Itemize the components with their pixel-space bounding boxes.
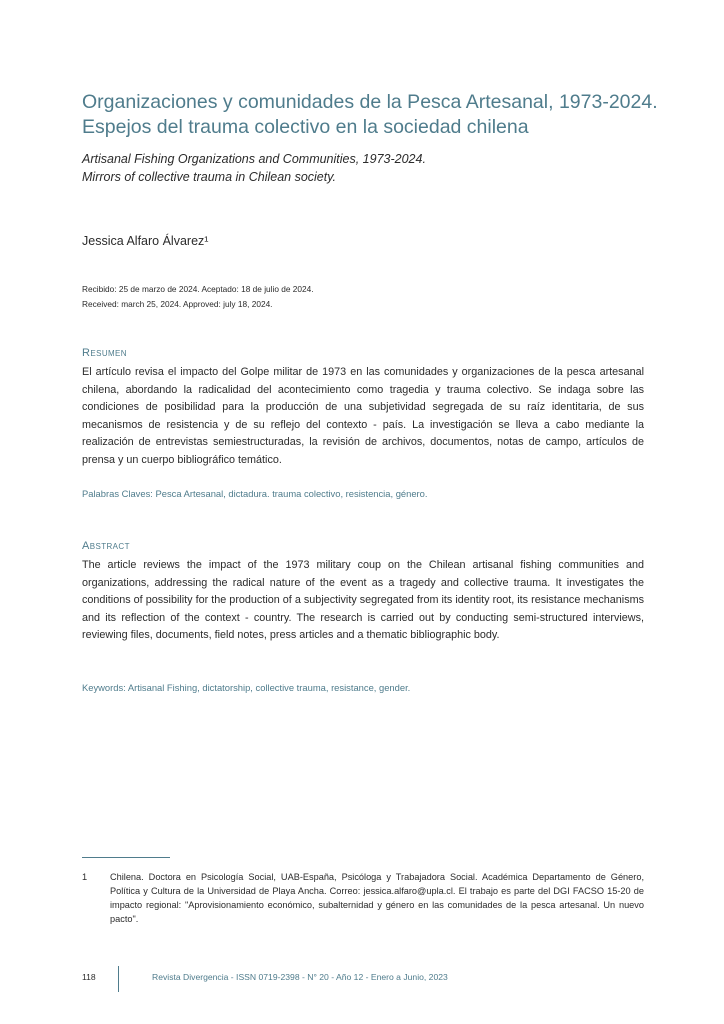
abstract-heading: Abstract	[82, 540, 130, 552]
abstract-text: The article reviews the impact of the 1973 military coup on the Chilean artisanal fishing communities and organizations, addressing the radical nature of the event as a tragedy and collective trauma. It investigates the conditions of possibility for the production of a subjectivity segregated from its identity root, its resistance mechanisms and its reflection of the context - country. The research is carried out by conducting semi-structured interviews, reviewing files, documents, field notes, press articles and a thematic bibliographic body.	[82, 559, 644, 642]
article-title	[82, 90, 682, 140]
dates-spanish: Recibido: 25 de marzo de 2024. Aceptado: 18 de julio de 2024.	[82, 284, 314, 294]
dates-english: Received: march 25, 2024. Approved: july 18, 2024.	[82, 299, 273, 309]
footnote-divider	[82, 857, 170, 858]
title-line-2: Espejos del trauma colectivo en la sociedad chilena	[82, 116, 529, 138]
title-line-1: Organizaciones y comunidades de la Pesca Artesanal, 1973-2024.	[82, 91, 658, 113]
english-title	[82, 150, 682, 186]
palabras-claves: Palabras Claves: Pesca Artesanal, dictadura. trauma colectivo, resistencia, género.	[82, 488, 428, 499]
page-footer	[82, 966, 682, 992]
page-number: 118	[82, 972, 96, 982]
resumen-text: El artículo revisa el impacto del Golpe militar de 1973 en las comunidades y organizaciones de la pesca artesanal chilena, abordando la radicalidad del acontecimiento como tragedia y trauma colectivo. Se indaga sobre las condiciones de posibilidad para la producción de una subjetividad segregada de su raíz identitaria, de sus mecanismos de resistencia y de su reflejo del contexto - país. La investigación se lleva a cabo mediante la realización de entrevistas semiestructuradas, la revisión de archivos, documentos, notas de campo, artículos de prensa y un cuerpo bibliográfico temático.	[82, 366, 644, 466]
footnote	[82, 870, 644, 926]
resumen-heading: Resumen	[82, 347, 127, 359]
submission-dates	[82, 282, 314, 312]
journal-info: Revista Divergencia - ISSN 0719-2398 - N° 20 - Año 12 - Enero a Junio, 2023	[152, 972, 448, 982]
footnote-text: Chilena. Doctora en Psicología Social, UAB-España, Psicóloga y Trabajadora Social. Académica Departamento de Género, Política y Cultura de la Universidad de Playa Ancha. Correo: jessica.alfaro@upla.cl. El trabajo es parte del DGI FACSO 15-20 de impacto regional: "Aprovisionamiento económico, subalternidad y género en las comunidades de la pesca artesanal. Un nuevo pacto".	[110, 872, 644, 924]
english-title-line-1: Artisanal Fishing Organizations and Communities, 1973-2024.	[82, 152, 426, 166]
footnote-number: 1	[82, 872, 88, 882]
english-title-line-2: Mirrors of collective trauma in Chilean society.	[82, 170, 337, 184]
author-name: Jessica Alfaro Álvarez¹	[82, 234, 209, 248]
footer-divider	[118, 966, 119, 992]
keywords: Keywords: Artisanal Fishing, dictatorship, collective trauma, resistance, gender.	[82, 682, 411, 693]
